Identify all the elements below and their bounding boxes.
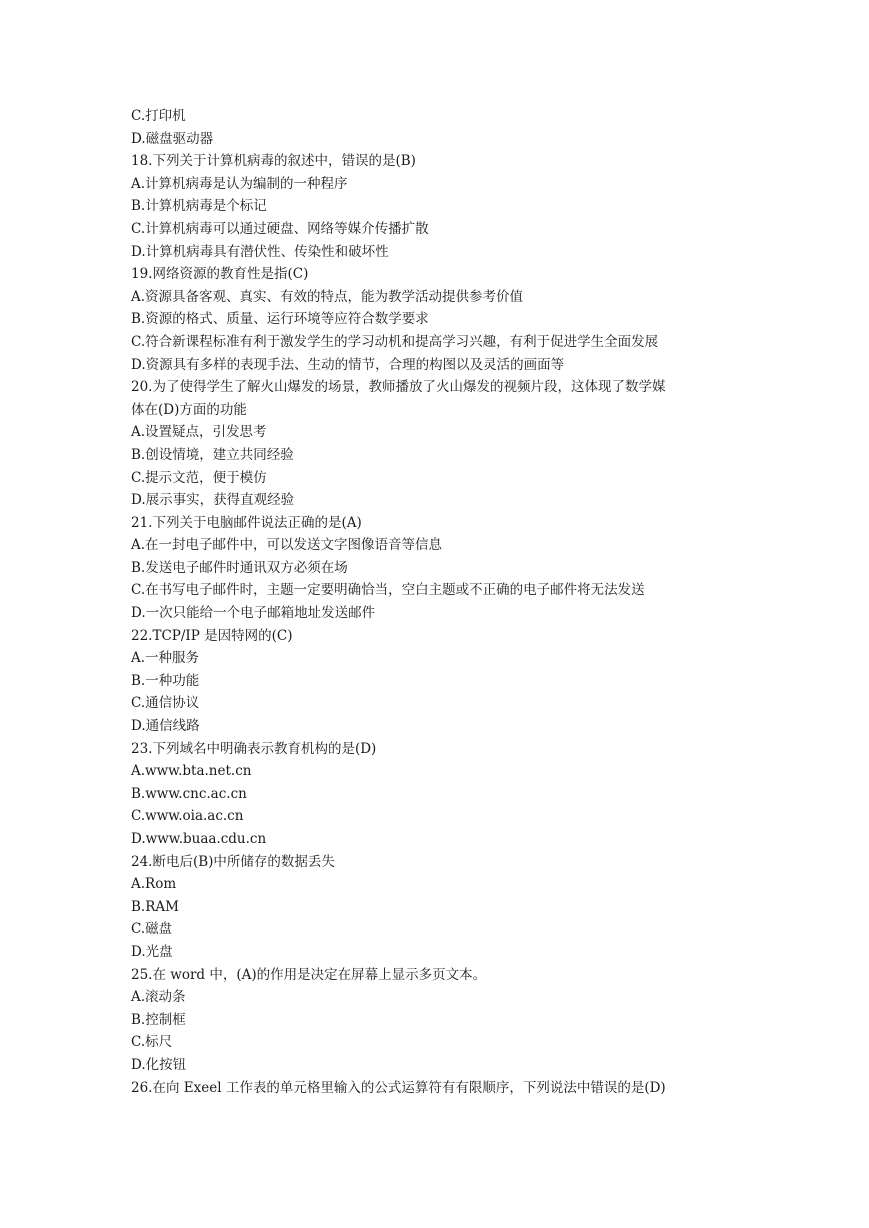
option-line: B.资源的格式、质量、运行环境等应符合数学要求 xyxy=(131,311,429,328)
option-line: D.www.buaa.cdu.cn xyxy=(131,831,267,847)
option-line: C.提示文范，便于模仿 xyxy=(131,469,267,486)
option-line: C.磁盘 xyxy=(131,921,173,938)
option-line: C.符合新课程标准有利于激发学生的学习动机和提高学习兴趣，有利于促进学生全面发展 xyxy=(131,333,659,350)
question-line: 21.下列关于电脑邮件说法正确的是(A) xyxy=(131,514,362,531)
question-line: 19.网络资源的教育性是指(C) xyxy=(131,266,309,283)
option-line: A.计算机病毒是认为编制的一种程序 xyxy=(131,175,348,192)
option-line: D.资源具有多样的表现手法、生动的情节，合理的构图以及灵活的画面等 xyxy=(131,356,565,373)
option-line: D.磁盘驱动器 xyxy=(131,130,214,147)
document-page xyxy=(131,105,751,1099)
option-line: C.标尺 xyxy=(131,1034,173,1051)
option-line: C.打印机 xyxy=(131,108,186,124)
question-line: 25.在 word 中，(A)的作用是决定在屏幕上显示多页文本。 xyxy=(131,966,487,983)
question-line: 22.TCP/IP 是因特网的(C) xyxy=(131,627,293,644)
option-line: A.滚动条 xyxy=(131,989,186,1006)
option-line: D.计算机病毒具有潜伏性、传染性和破坏性 xyxy=(131,243,389,260)
option-line: C.www.oia.ac.cn xyxy=(131,808,244,825)
option-line: D.展示事实，获得直观经验 xyxy=(131,492,295,509)
question-line: 20.为了使得学生了解火山爆发的场景，教师播放了火山爆发的视频片段，这体现了数学媒 xyxy=(131,379,666,396)
option-line: B.RAM xyxy=(131,898,179,915)
option-line: C.通信协议 xyxy=(131,695,200,712)
question-line: 24.断电后(B)中所储存的数据丢失 xyxy=(131,853,335,870)
question-line: 23.下列域名中明确表示教育机构的是(D) xyxy=(131,740,377,757)
option-line: D.通信线路 xyxy=(131,718,200,735)
option-line: A.Rom xyxy=(131,876,177,893)
option-line: B.一种功能 xyxy=(131,672,200,689)
option-line: D.化按钮 xyxy=(131,1056,187,1073)
option-line: B.计算机病毒是个标记 xyxy=(131,198,267,215)
option-line: B.控制框 xyxy=(131,1011,186,1028)
option-line: A.一种服务 xyxy=(131,650,200,667)
option-line: A.资源具备客观、真实、有效的特点，能为教学活动提供参考价值 xyxy=(131,288,524,305)
option-line: A.www.bta.net.cn xyxy=(131,763,252,780)
option-line: A.在一封电子邮件中，可以发送文字图像语音等信息 xyxy=(131,537,443,554)
option-line: C.计算机病毒可以通过硬盘、网络等媒介传播扩散 xyxy=(131,220,429,237)
option-line: A.设置疑点，引发思考 xyxy=(131,424,267,441)
option-line: C.在书写电子邮件时，主题一定要明确恰当，空白主题或不正确的电子邮件将无法发送 xyxy=(131,582,645,599)
question-line: 18.下列关于计算机病毒的叙述中，错误的是(B) xyxy=(131,153,416,170)
option-line: B.发送电子邮件时通讯双方必须在场 xyxy=(131,559,348,576)
option-line: D.一次只能给一个电子邮箱地址发送邮件 xyxy=(131,605,376,622)
option-line: B.创设情境，建立共同经验 xyxy=(131,446,294,463)
question-line-continued: 体在(D)方面的功能 xyxy=(131,401,247,418)
option-line: D.光盘 xyxy=(131,943,173,960)
question-line: 26.在向 Exeel 工作表的单元格里输入的公式运算符有有限顺序，下列说法中错误的是(D) xyxy=(131,1079,666,1096)
option-line: B.www.cnc.ac.cn xyxy=(131,785,247,802)
